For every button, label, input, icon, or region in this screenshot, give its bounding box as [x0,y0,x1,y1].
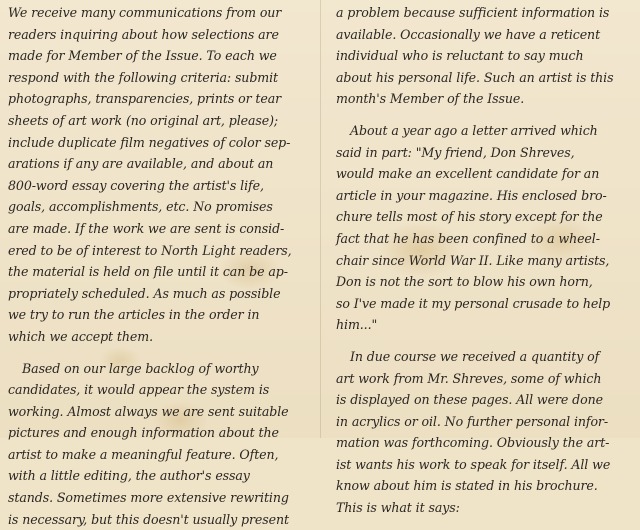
text-line: pictures and enough information about the [8,422,308,444]
text-line: are made. If the work we are sent is consid- [8,218,308,240]
paragraph [8,2,308,348]
paragraph [336,346,634,519]
left-column [8,2,308,530]
text-line: said in part: "My friend, Don Shreves, [336,142,634,164]
text-line: is necessary, but this doesn't usually present [8,509,308,530]
text-line: individual who is reluctant to say much [336,45,634,67]
text-line: artist to make a meaningful feature. Often, [8,444,308,466]
text-line: about his personal life. Such an artist is this [336,67,634,89]
paragraph-gap [8,348,308,358]
paragraph [336,120,634,336]
text-line: a problem because sufficient information is [336,2,634,24]
text-line: Don is not the sort to blow his own horn, [336,271,634,293]
text-line: 800-word essay covering the artist's life, [8,175,308,197]
text-line: In due course we received a quantity of [336,346,634,368]
paragraph [8,358,308,530]
text-line: propriately scheduled. As much as possible [8,283,308,305]
text-line: chair since World War II. Like many artists, [336,250,634,272]
text-line: so I've made it my personal crusade to help [336,293,634,315]
text-line: fact that he has been confined to a wheel- [336,228,634,250]
paragraph [336,2,634,110]
text-line: chure tells most of his story except for the [336,206,634,228]
text-line: readers inquiring about how selections are [8,24,308,46]
text-line: him..." [336,314,634,336]
paragraph-gap [336,110,634,120]
text-line: we try to run the articles in the order in [8,304,308,326]
text-line: respond with the following criteria: submit [8,67,308,89]
paragraph-gap [336,336,634,346]
text-line: goals, accomplishments, etc. No promises [8,196,308,218]
text-line: ered to be of interest to North Light readers, [8,240,308,262]
text-line: made for Member of the Issue. To each we [8,45,308,67]
text-line: in acrylics or oil. No further personal infor- [336,411,634,433]
text-line: know about him is stated in his brochure. [336,475,634,497]
text-line: article in your magazine. His enclosed bro- [336,185,634,207]
text-line: is displayed on these pages. All were done [336,389,634,411]
text-line: working. Almost always we are sent suitable [8,401,308,423]
text-line: photographs, transparencies, prints or tear [8,88,308,110]
text-line: would make an excellent candidate for an [336,163,634,185]
text-line: sheets of art work (no original art, please); [8,110,308,132]
right-column [336,2,634,519]
text-line: stands. Sometimes more extensive rewriting [8,487,308,509]
column-divider [320,0,321,438]
text-line: Based on our large backlog of worthy [8,358,308,380]
text-line: art work from Mr. Shreves, some of which [336,368,634,390]
text-line: with a little editing, the author's essay [8,465,308,487]
text-line: available. Occasionally we have a reticent [336,24,634,46]
text-line: which we accept them. [8,326,308,348]
text-line: the material is held on file until it can be ap- [8,261,308,283]
text-line: About a year ago a letter arrived which [336,120,634,142]
text-line: mation was forthcoming. Obviously the art- [336,432,634,454]
text-line: candidates, it would appear the system is [8,379,308,401]
text-line: ist wants his work to speak for itself. All we [336,454,634,476]
text-line: We receive many communications from our [8,2,308,24]
text-line: include duplicate film negatives of color sep- [8,132,308,154]
text-line: This is what it says: [336,497,634,519]
text-line: month's Member of the Issue. [336,88,634,110]
text-line: arations if any are available, and about an [8,153,308,175]
